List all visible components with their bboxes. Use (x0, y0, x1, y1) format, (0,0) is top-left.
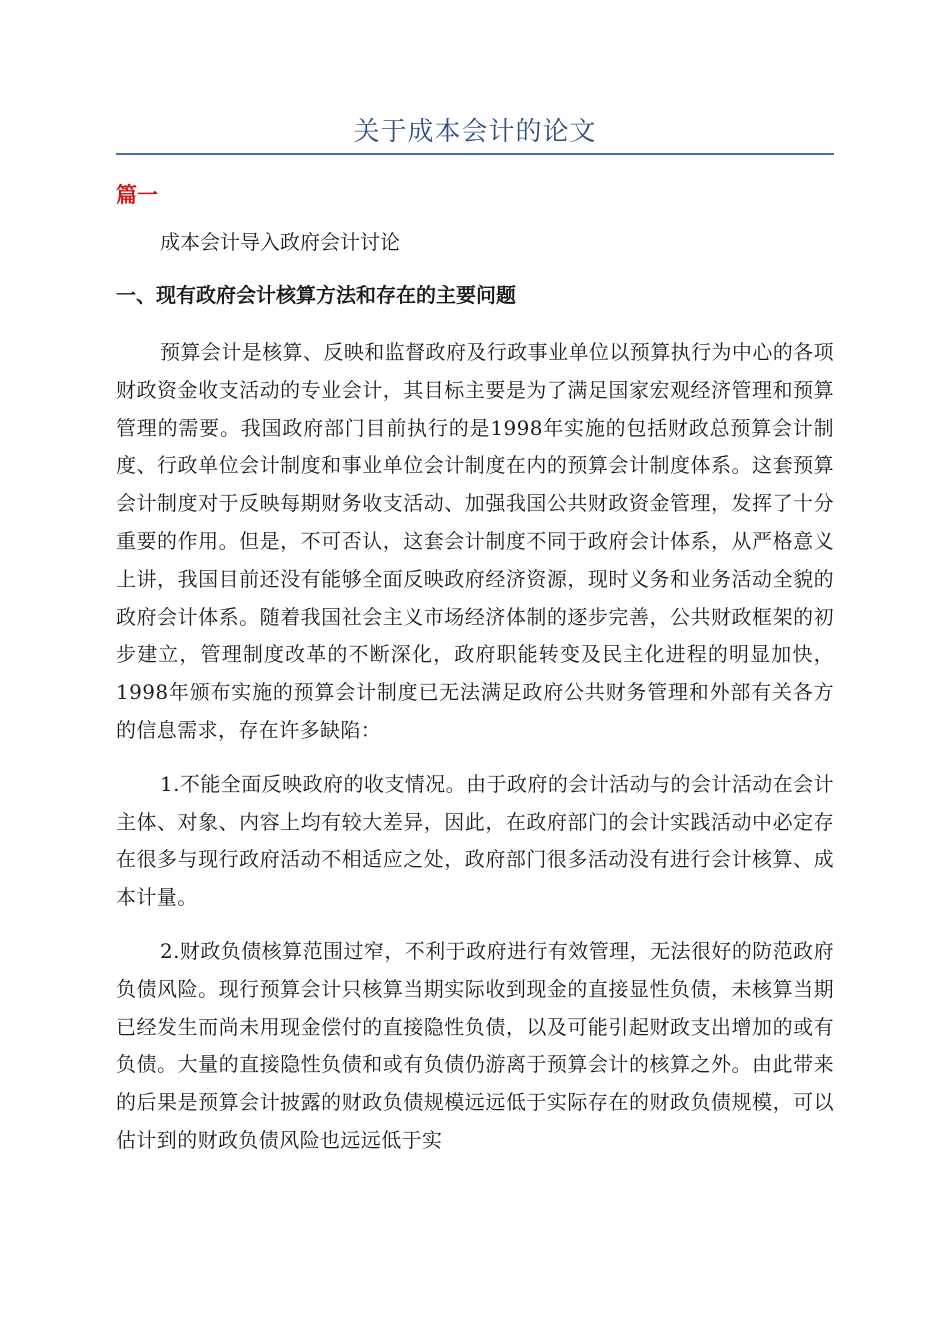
paragraph-intro: 预算会计是核算、反映和监督政府及行政事业单位以预算执行为中心的各项财政资金收支活动的专业会计，其目标主要是为了满足国家宏观经济管理和预算管理的需要。我国政府部门目前执行的是1998年实施的包括财政总预算会计制度、行政单位会计制度和事业单位会计制度在内的预算会计制度体系。这套预算会计制度对于反映每期财务收支活动、加强我国公共财政资金管理，发挥了十分重要的作用。但是，不可否认，这套会计制度不同于政府会计体系，从严格意义上讲，我国目前还没有能够全面反映政府经济资源，现时义务和业务活动全貌的政府会计体系。随着我国社会主义市场经济体制的逐步完善，公共财政框架的初步建立，管理制度改革的不断深化，政府职能转变及民主化进程的明显加快，1998年颁布实施的预算会计制度已无法满足政府公共财务管理和外部有关各方的信息需求，存在许多缺陷： (116, 340, 834, 742)
body-text (116, 334, 834, 1176)
document-title: 关于成本会计的论文 (353, 117, 597, 147)
paragraph-point-2: 2.财政负债核算范围过窄，不利于政府进行有效管理，无法很好的防范政府负债风险。现行预算会计只核算当期实际收到现金的直接显性负债，未核算当期已经发生而尚未用现金偿付的直接隐性负债，以及可能引起财政支出增加的或有负债。大量的直接隐性负债和或有负债仍游离于预算会计的核算之外。由此带来的后果是预算会计披露的财政负债规模远远低于实际存在的财政负债规模，可以估计到的财政负债风险也远远低于实 (116, 938, 834, 1152)
title-underline-rule (116, 153, 834, 155)
section-heading: 一、现有政府会计核算方法和存在的主要问题 (116, 283, 516, 307)
section-tag: 篇一 (116, 183, 158, 207)
paragraph-point-1: 1.不能全面反映政府的收支情况。由于政府的会计活动与的会计活动在会计主体、对象、内容上均有较大差异，因此，在政府部门的会计实践活动中必定存在很多与现行政府活动不相适应之处，政府部门很多活动没有进行会计核算、成本计量。 (116, 771, 834, 910)
article-subtitle: 成本会计导入政府会计讨论 (160, 230, 400, 254)
